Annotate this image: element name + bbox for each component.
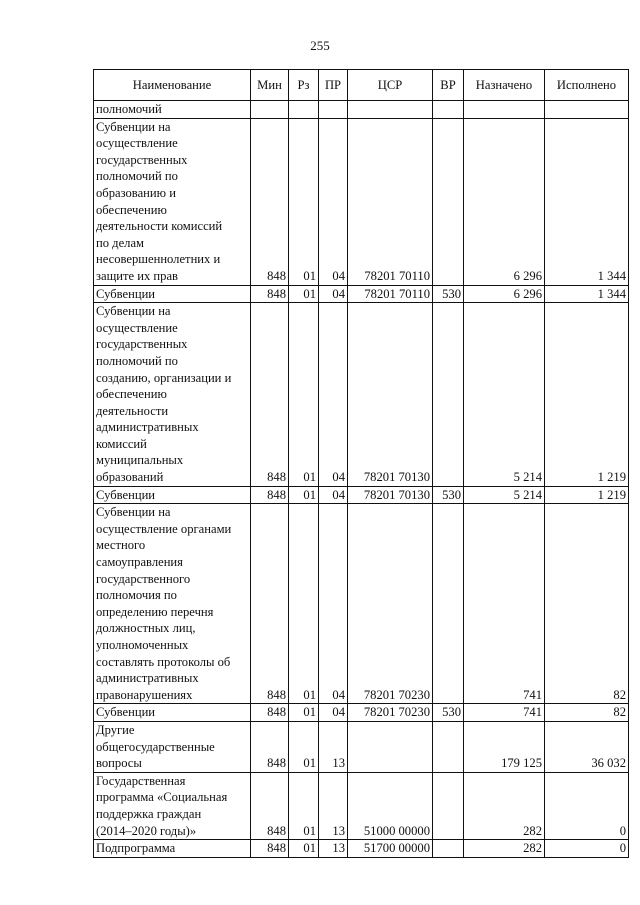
cell-csr: 78201 70230 <box>348 504 433 704</box>
cell-name-line: по делам <box>96 235 145 250</box>
cell-executed: 36 032 <box>545 721 629 772</box>
cell-min: 848 <box>251 303 289 487</box>
cell-csr: 78201 70230 <box>348 704 433 722</box>
cell-pr <box>319 101 348 119</box>
cell-name-line: муниципальных <box>96 453 184 468</box>
cell-csr <box>348 721 433 772</box>
cell-executed: 0 <box>545 772 629 839</box>
cell-assigned: 179 125 <box>464 721 545 772</box>
cell-vr <box>433 721 464 772</box>
cell-rz: 01 <box>289 840 319 858</box>
cell-pr: 04 <box>319 285 348 303</box>
table-row <box>94 772 629 839</box>
cell-name <box>94 704 251 722</box>
table-row <box>94 486 629 504</box>
cell-csr: 78201 70130 <box>348 486 433 504</box>
cell-rz: 01 <box>289 721 319 772</box>
cell-name-line: полномочий по <box>96 353 178 368</box>
cell-min <box>251 101 289 119</box>
cell-assigned: 282 <box>464 772 545 839</box>
cell-name-line: государственного <box>96 571 191 586</box>
cell-name-line: программа «Социальная <box>96 790 228 805</box>
cell-assigned: 6 296 <box>464 285 545 303</box>
cell-name-line: Государственная <box>96 773 186 788</box>
cell-min: 848 <box>251 840 289 858</box>
cell-name-line: Субвенции на <box>96 505 171 520</box>
header-rz: Рз <box>289 70 319 101</box>
cell-vr <box>433 118 464 285</box>
cell-rz: 01 <box>289 486 319 504</box>
cell-pr: 13 <box>319 772 348 839</box>
cell-vr: 530 <box>433 486 464 504</box>
cell-min: 848 <box>251 285 289 303</box>
cell-min: 848 <box>251 721 289 772</box>
table-row <box>94 504 629 704</box>
cell-rz: 01 <box>289 285 319 303</box>
cell-assigned <box>464 101 545 119</box>
cell-assigned: 5 214 <box>464 486 545 504</box>
cell-executed: 1 344 <box>545 118 629 285</box>
header-csr: ЦСР <box>348 70 433 101</box>
cell-name-line: самоуправления <box>96 555 183 570</box>
cell-name-line: определению перечня <box>96 604 214 619</box>
cell-pr: 04 <box>319 303 348 487</box>
table-row <box>94 285 629 303</box>
cell-name <box>94 118 251 285</box>
cell-min: 848 <box>251 704 289 722</box>
cell-name-line: несовершеннолетних и <box>96 252 221 267</box>
cell-executed: 1 344 <box>545 285 629 303</box>
cell-vr: 530 <box>433 285 464 303</box>
cell-executed: 82 <box>545 704 629 722</box>
cell-rz <box>289 101 319 119</box>
cell-assigned: 6 296 <box>464 118 545 285</box>
header-assigned: Назначено <box>464 70 545 101</box>
cell-assigned: 741 <box>464 504 545 704</box>
cell-executed: 1 219 <box>545 486 629 504</box>
table-row <box>94 704 629 722</box>
cell-assigned: 741 <box>464 704 545 722</box>
cell-csr: 78201 70110 <box>348 285 433 303</box>
cell-executed <box>545 101 629 119</box>
cell-rz: 01 <box>289 118 319 285</box>
cell-vr <box>433 772 464 839</box>
cell-name <box>94 303 251 487</box>
cell-min: 848 <box>251 504 289 704</box>
header-executed: Исполнено <box>545 70 629 101</box>
cell-name-line: созданию, организации и <box>96 370 232 385</box>
table-header-row <box>94 70 629 101</box>
cell-pr: 13 <box>319 721 348 772</box>
cell-name-line: государственных <box>96 152 188 167</box>
cell-name-line: Другие <box>96 722 135 737</box>
cell-vr <box>433 840 464 858</box>
cell-vr <box>433 101 464 119</box>
cell-name-line: полномочия по <box>96 588 177 603</box>
cell-name <box>94 101 251 119</box>
cell-name-line: обеспечению <box>96 202 167 217</box>
cell-name <box>94 772 251 839</box>
cell-csr: 51700 00000 <box>348 840 433 858</box>
cell-name-line: правонарушениях <box>96 687 193 702</box>
cell-name-line: осуществление <box>96 320 178 335</box>
cell-csr: 51000 00000 <box>348 772 433 839</box>
cell-rz: 01 <box>289 772 319 839</box>
cell-name-line: защите их прав <box>96 268 179 283</box>
cell-name-line: Субвенции <box>96 705 156 720</box>
cell-csr: 78201 70130 <box>348 303 433 487</box>
table-row <box>94 721 629 772</box>
cell-name-line: Субвенции на <box>96 119 171 134</box>
table-row <box>94 101 629 119</box>
cell-name-line: должностных лиц, <box>96 621 196 636</box>
cell-name-line: деятельности комиссий <box>96 219 223 234</box>
cell-pr: 04 <box>319 486 348 504</box>
table-row <box>94 118 629 285</box>
cell-executed: 0 <box>545 840 629 858</box>
cell-executed: 1 219 <box>545 303 629 487</box>
cell-vr: 530 <box>433 704 464 722</box>
budget-table <box>93 69 629 858</box>
cell-name-line: полномочий по <box>96 169 178 184</box>
cell-csr <box>348 101 433 119</box>
cell-pr: 04 <box>319 704 348 722</box>
cell-name-line: составлять протоколы об <box>96 654 231 669</box>
cell-min: 848 <box>251 486 289 504</box>
cell-name-line: Субвенции <box>96 487 156 502</box>
cell-pr: 04 <box>319 118 348 285</box>
cell-name-line: комиссий <box>96 436 147 451</box>
cell-name <box>94 504 251 704</box>
cell-name-line: административных <box>96 420 199 435</box>
cell-rz: 01 <box>289 303 319 487</box>
cell-name <box>94 285 251 303</box>
cell-min: 848 <box>251 118 289 285</box>
cell-name-line: поддержка граждан <box>96 806 202 821</box>
cell-name <box>94 721 251 772</box>
header-name: Наименование <box>94 70 251 101</box>
cell-min: 848 <box>251 772 289 839</box>
cell-vr <box>433 504 464 704</box>
cell-rz: 01 <box>289 504 319 704</box>
cell-name-line: административных <box>96 671 199 686</box>
cell-name <box>94 486 251 504</box>
cell-name-line: Субвенции на <box>96 304 171 319</box>
cell-name-line: (2014–2020 годы)» <box>96 823 197 838</box>
table-row <box>94 840 629 858</box>
cell-csr: 78201 70110 <box>348 118 433 285</box>
cell-name-line: полномочий <box>96 102 162 116</box>
cell-rz: 01 <box>289 704 319 722</box>
cell-name-line: государственных <box>96 337 188 352</box>
cell-name-line: обеспечению <box>96 387 167 402</box>
cell-name-line: деятельности <box>96 403 169 418</box>
cell-name-line: осуществление органами <box>96 521 232 536</box>
cell-name-line: образованию и <box>96 185 176 200</box>
cell-assigned: 5 214 <box>464 303 545 487</box>
cell-name-line: местного <box>96 538 146 553</box>
cell-name-line: осуществление <box>96 136 178 151</box>
cell-vr <box>433 303 464 487</box>
cell-name-line: Субвенции <box>96 286 156 301</box>
header-pr: ПР <box>319 70 348 101</box>
cell-name-line: уполномоченных <box>96 638 189 652</box>
cell-name <box>94 840 251 858</box>
header-min: Мин <box>251 70 289 101</box>
cell-name-line: общегосударственные <box>96 739 215 754</box>
cell-name-line: вопросы <box>96 756 142 771</box>
table-row <box>94 303 629 487</box>
cell-name-line: Подпрограмма <box>96 841 176 856</box>
page-number: 255 <box>310 38 330 53</box>
cell-pr: 04 <box>319 504 348 704</box>
header-vr: ВР <box>433 70 464 101</box>
cell-pr: 13 <box>319 840 348 858</box>
table-body <box>94 101 629 858</box>
cell-executed: 82 <box>545 504 629 704</box>
cell-assigned: 282 <box>464 840 545 858</box>
cell-name-line: образований <box>96 470 164 485</box>
